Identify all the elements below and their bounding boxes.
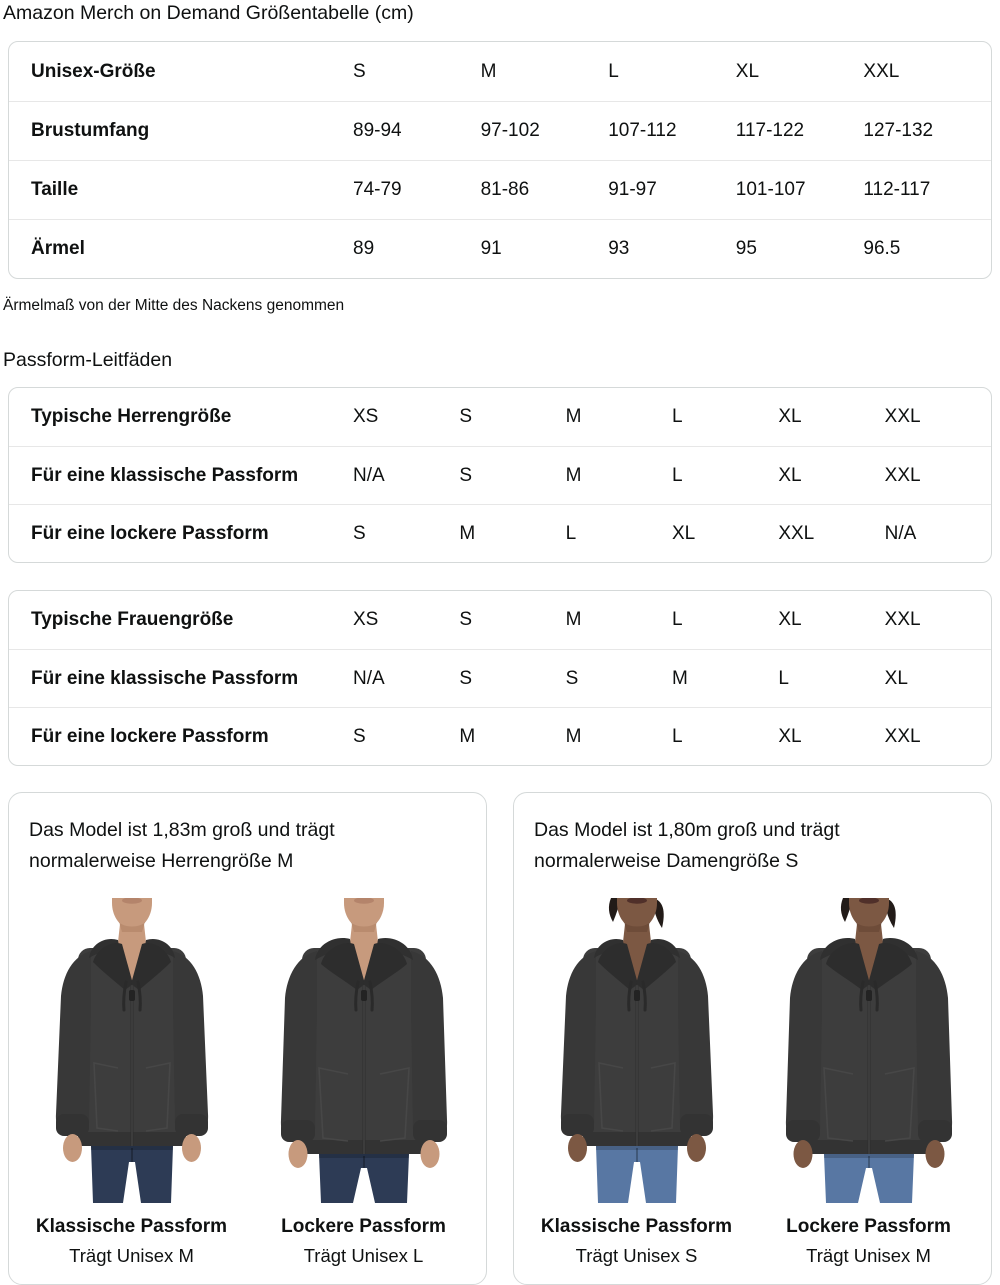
size-cell: M <box>480 60 497 82</box>
table-row <box>9 649 991 707</box>
row-label: Brustumfang <box>31 120 150 141</box>
size-cell: 91 <box>480 238 502 259</box>
size-cell: XL <box>778 609 802 630</box>
size-cell: 107-112 <box>608 120 677 141</box>
size-cell: S <box>353 60 366 82</box>
size-cell: XS <box>353 609 379 630</box>
size-cell: 93 <box>608 238 630 259</box>
size-cell: XXL <box>884 609 921 630</box>
size-cell: 112-117 <box>863 179 931 200</box>
worn-size: Trägt Unisex L <box>303 1245 424 1266</box>
size-cell: 101-107 <box>735 179 806 200</box>
size-cell: XXL <box>884 725 921 747</box>
size-cell: XL <box>735 60 760 82</box>
size-cell: XL <box>672 522 696 544</box>
size-cell: 89-94 <box>353 120 402 141</box>
womens-figures-row <box>514 898 991 1270</box>
size-cell: XL <box>778 725 802 747</box>
size-cell: N/A <box>353 667 385 689</box>
size-cell: XXL <box>863 60 900 82</box>
table-row <box>9 707 991 765</box>
unisex-size-table <box>8 41 992 279</box>
row-label: Typische Herrengröße <box>31 406 232 427</box>
size-cell: M <box>565 609 582 630</box>
sleeve-measure-note: Ärmelmaß von der Mitte des Nackens genommen <box>3 297 345 314</box>
table-row <box>9 42 991 101</box>
size-cell: N/A <box>353 464 385 486</box>
size-cell: M <box>672 667 688 689</box>
row-label: Für eine klassische Passform <box>31 464 299 486</box>
female-model-loose-photo <box>758 898 980 1203</box>
womens-loose-figure <box>758 898 980 1270</box>
female-hoodie-loose-illustration <box>758 898 980 1203</box>
row-label: Für eine klassische Passform <box>31 667 299 689</box>
row-label: Für eine lockere Passform <box>31 522 269 544</box>
size-cell: L <box>672 464 683 486</box>
size-cell: 81-86 <box>480 179 530 200</box>
size-cell: S <box>565 667 579 689</box>
row-label: Typische Frauengröße <box>31 609 234 630</box>
size-cell: S <box>459 464 473 486</box>
fit-name: Klassische Passform <box>35 1216 228 1237</box>
model-cards-row <box>8 792 992 1285</box>
table-row <box>9 591 991 649</box>
size-cell: 97-102 <box>480 120 540 141</box>
table-row <box>9 446 991 504</box>
fit-guides-heading: Passform-Leitfäden <box>3 349 173 371</box>
size-cell: 95 <box>735 238 757 259</box>
size-cell: XXL <box>884 406 921 427</box>
size-cell: 91-97 <box>608 179 657 200</box>
female-model-classic-photo <box>526 898 748 1203</box>
size-cell: XL <box>778 464 802 486</box>
male-model-classic-photo <box>21 898 243 1203</box>
row-label: Für eine lockere Passform <box>31 725 269 747</box>
female-hoodie-classic-illustration <box>526 898 748 1203</box>
womens-fit-table <box>8 590 992 766</box>
row-label: Taille <box>31 179 79 200</box>
size-cell: L <box>608 60 619 82</box>
size-cell: M <box>459 725 476 747</box>
size-cell: S <box>459 609 473 630</box>
fit-name: Lockere Passform <box>786 1216 951 1237</box>
mens-figures-row <box>9 898 486 1270</box>
table-row <box>9 504 991 562</box>
fit-name: Klassische Passform <box>540 1216 733 1237</box>
size-cell: N/A <box>884 522 917 544</box>
male-hoodie-loose-illustration <box>253 898 475 1203</box>
fit-name: Lockere Passform <box>281 1216 446 1237</box>
figure-caption <box>21 1212 243 1270</box>
mens-model-card <box>8 792 487 1285</box>
size-cell: M <box>459 522 476 544</box>
size-cell: XL <box>778 406 802 427</box>
womens-classic-figure <box>526 898 748 1270</box>
table-row <box>9 101 991 160</box>
size-cell: L <box>565 522 577 544</box>
size-cell: M <box>565 406 582 427</box>
size-cell: M <box>565 464 582 486</box>
size-cell: 74-79 <box>353 179 402 200</box>
table-row <box>9 388 991 446</box>
size-cell: S <box>459 406 473 427</box>
row-label: Ärmel <box>31 238 85 259</box>
worn-size: Trägt Unisex S <box>575 1245 698 1266</box>
size-cell: S <box>459 667 473 689</box>
size-cell: S <box>353 522 366 544</box>
size-cell: L <box>672 609 683 630</box>
mens-loose-figure <box>253 898 475 1270</box>
womens-model-description: Das Model ist 1,80m groß und trägt normalerweise Damengröße S <box>534 819 840 872</box>
row-label: Unisex-Größe <box>31 60 156 82</box>
size-cell: 89 <box>353 238 375 259</box>
mens-fit-table <box>8 387 992 563</box>
mens-model-description: Das Model ist 1,83m groß und trägt normalerweise Herrengröße M <box>29 819 335 872</box>
worn-size: Trägt Unisex M <box>69 1245 194 1266</box>
size-cell: XXL <box>884 464 921 486</box>
size-cell: 96.5 <box>863 238 901 259</box>
size-cell: 127-132 <box>863 120 934 141</box>
table-row <box>9 160 991 219</box>
table-row <box>9 219 991 278</box>
size-cell: M <box>565 725 582 747</box>
size-cell: S <box>353 725 366 747</box>
womens-model-card <box>513 792 992 1285</box>
size-cell: XS <box>353 406 379 427</box>
male-model-loose-photo <box>253 898 475 1203</box>
size-cell: XL <box>884 667 908 689</box>
figure-caption <box>253 1212 475 1270</box>
page-title: Amazon Merch on Demand Größentabelle (cm) <box>3 2 414 24</box>
size-cell: L <box>778 667 789 689</box>
worn-size: Trägt Unisex M <box>806 1245 931 1266</box>
male-hoodie-classic-illustration <box>21 898 243 1203</box>
size-cell: L <box>672 406 683 427</box>
figure-caption <box>526 1212 748 1270</box>
size-cell: XXL <box>778 522 815 544</box>
mens-classic-figure <box>21 898 243 1270</box>
size-cell: L <box>672 725 683 747</box>
size-cell: 117-122 <box>735 120 805 141</box>
figure-caption <box>758 1212 980 1270</box>
